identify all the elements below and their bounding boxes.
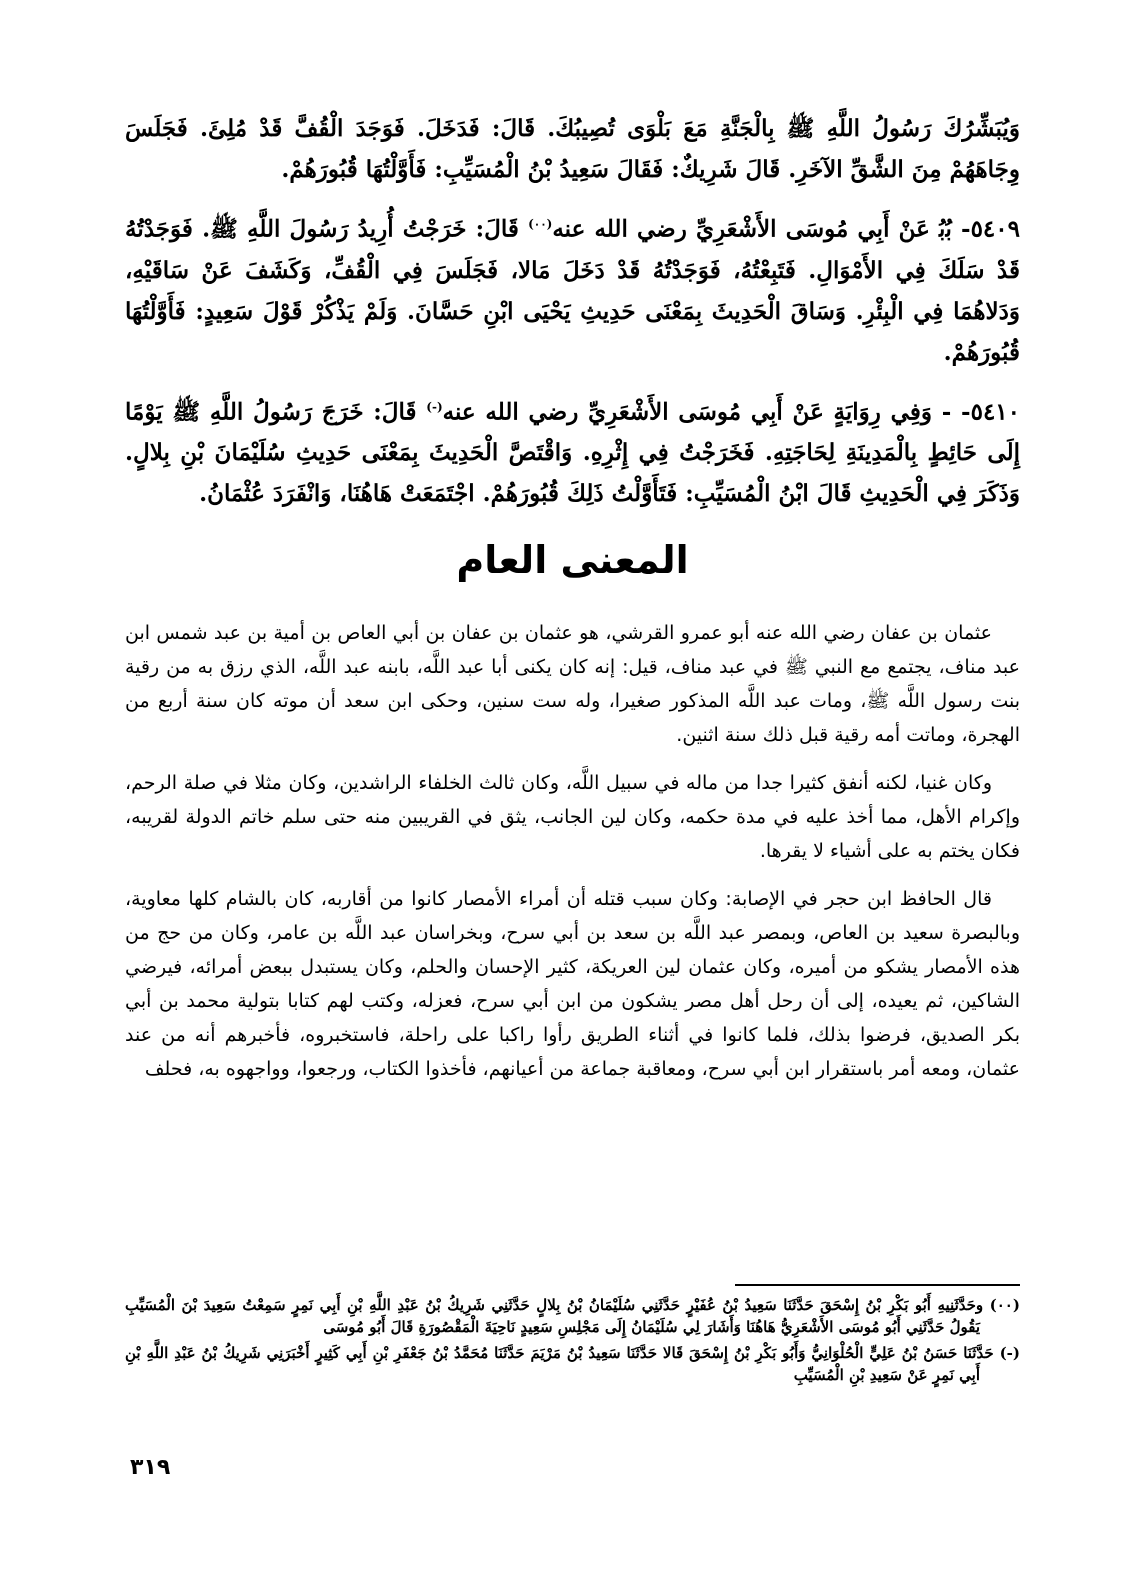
footnote-text: وحَدَّثَنِيهِ أَبُو بَكْرِ بْنُ إِسْحَقَ حَدَّثَنَا سَعِيدُ بْنُ عُفَيْرٍ حَدَّثَنِي سُلَيْمَانُ بْنُ بِلالٍ حَدَّثَنِي شَرِيكُ بْنُ عَبْدِ اللَّهِ بْنِ أَبِي نَمِرٍ سَمِعْتُ سَعِيدَ بْنَ الْمُسَيِّبِ يَقُولُ حَدَّثَنِي أَبُو مُوسَى الأَشْعَرِيُّ هَاهُنَا وَأَشَارَ لِي سُلَيْمَانُ إِلَى مَجْلِسِ سَعِيدٍ نَاحِيَةَ الْمَقْصُورَةِ قَالَ أَبُو مُوسَى <box>125 1296 984 1336</box>
hadith-5410 <box>125 387 1020 515</box>
hadith-number: ٥٤١٠- <box>961 398 1021 426</box>
hadith-continuation <box>125 108 1020 190</box>
footnote-ref[interactable]: (٠٠) <box>528 217 553 231</box>
paragraph: وكان غنيا، لكنه أنفق كثيرا جدا من ماله في سبيل اللَّه، وكان ثالث الخلفاء الراشدين، وكان مثلا في صلة الرحم، وإكرام الأهل، مما أخذ عليه في مدة حكمه، وكان لين الجانب، يثق في القريبين منه حتى سلم خاتم الدولة لقريبه، فكان يختم به على أشياء لا يقرها. <box>125 772 1020 863</box>
footnote <box>125 1342 1020 1386</box>
footnote-ref[interactable]: (-) <box>426 399 443 414</box>
hadith-text-after: قَالَ: خَرَجَ رَسُولُ اللَّهِ ﷺ يَوْمًا إِلَى حَائِطٍ بِالْمَدِينَةِ لِحَاجَتِهِ. فَخَرَجْتُ فِي إِثْرِهِ. وَاقْتَصَّ الْحَدِيثَ بِمَعْنَى حَدِيثِ سُلَيْمَانَ بْنِ بِلالٍ. وَذَكَرَ فِي الْحَدِيثِ قَالَ ابْنُ الْمُسَيِّبِ: فَتَأَوَّلْتُ ذَلِكَ قُبُورَهُمْ. اجْتَمَعَتْ هَاهُنَا، وَانْفَرَدَ عُثْمَانُ. <box>125 398 1020 508</box>
footnote-separator <box>735 1284 1020 1286</box>
hadith-text: وَيُبَشِّرُكَ رَسُولُ اللَّهِ ﷺ بِالْجَنَّةِ مَعَ بَلْوَى تُصِيبُكَ. قَالَ: فَدَخَلَ. فَوَجَدَ الْقُفَّ قَدْ مُلِئَ. فَجَلَسَ وِجَاهَهُمْ مِنَ الشَّقِّ الآخَرِ. قَالَ شَرِيكٌ: فَقَالَ سَعِيدُ بْنُ الْمُسَيِّبِ: فَأَوَّلْتُهَا قُبُورَهُمْ. <box>125 115 1020 183</box>
paragraph: عثمان بن عفان رضي الله عنه أبو عمرو القرشي، هو عثمان بن عفان بن أبي العاص بن أمية بن عبد شمس ابن عبد مناف، يجتمع مع النبي ﷺ في عبد مناف، قيل: إنه كان يكنى أبا عبد اللَّه، بابنه عبد اللَّه، الذي رزق به من رقية بنت رسول اللَّه ﷺ، ومات عبد اللَّه المذكور صغيرا، وله ست سنين، وحكى ابن سعد أن موته كان سنة أربع من الهجرة، وماتت أمه رقية قبل ذلك سنة اثنين. <box>125 622 1020 747</box>
footnote-marker: (-) <box>999 1344 1020 1362</box>
footnotes <box>125 1294 1020 1390</box>
section-title: المعنى العام <box>456 538 689 583</box>
hadith-5409 <box>125 204 1020 373</box>
hadith-text-after: قَالَ: خَرَجْتُ أُرِيدُ رَسُولَ اللَّهِ ﷺ. فَوَجَدْتُهُ قَدْ سَلَكَ فِي الأَمْوَالِ. فَتَبِعْتُهُ، فَوَجَدْتُهُ قَدْ دَخَلَ مَالا، فَجَلَسَ فِي الْقُفِّ، وَكَشَفَ عَنْ سَاقَيْهِ، وَدَلاهُمَا فِي الْبِئْرِ. وَسَاقَ الْحَدِيثَ بِمَعْنَى حَدِيثِ يَحْيَى ابْنِ حَسَّانَ. وَلَمْ يَذْكُرْ قَوْلَ سَعِيدٍ: فَأَوَّلْتُهَا قُبُورَهُمْ. <box>125 215 1020 366</box>
hadith-text: وَفِي رِوَايَةٍ عَنْ أَبِي مُوسَى الأَشْعَرِيِّ رضي الله عنه <box>442 398 932 426</box>
hadith-marker: ﺑُﺑُ <box>939 215 952 243</box>
footnote-marker: (٠٠) <box>989 1296 1020 1314</box>
hadith-text: عَنْ أَبِي مُوسَى الأَشْعَرِيِّ رضي الله عنه <box>552 215 930 243</box>
hadith-marker: - <box>941 398 952 426</box>
paragraph: قال الحافظ ابن حجر في الإصابة: وكان سبب قتله أن أمراء الأمصار كانوا من أقاربه، كان بالشام كلها معاوية، وبالبصرة سعيد بن العاص، وبمصر عبد اللَّه بن سعد بن أبي سرح، وبخراسان عبد اللَّه بن عامر، وكان من حج من هذه الأمصار يشكو من أميره، وكان عثمان لين العريكة، كثير الإحسان والحلم، وكان يستبدل ببعض أمرائه، فيرضي الشاكين، ثم يعيده، إلى أن رحل أهل مصر يشكون من ابن أبي سرح، فعزله، وكتب لهم كتابا بتولية محمد بن أبي بكر الصديق، فرضوا بذلك، فلما كانوا في أثناء الطريق رأوا راكبا على راحلة، فاستخبروه، فأخبرهم أنه من عند عثمان، ومعه أمر باستقرار ابن أبي سرح، ومعاقبة جماعة من أعيانهم، فأخذوا الكتاب، ورجعوا، وواجهوه به، فحلف <box>125 888 1020 1081</box>
page-number: ٣١٩ <box>130 1455 171 1480</box>
footnote-text: حَدَّثَنَا حَسَنُ بْنُ عَلِيٍّ الْحُلْوَانِيُّ وَأَبُو بَكْرِ بْنُ إِسْحَقَ قَالا حَدَّثَنَا سَعِيدُ بْنُ مَرْيَمَ حَدَّثَنَا مُحَمَّدُ بْنُ جَعْفَرِ بْنِ أَبِي كَثِيرٍ أَخْبَرَنِي شَرِيكُ بْنُ عَبْدِ اللَّهِ بْنِ أَبِي نَمِرٍ عَنْ سَعِيدِ بْنِ الْمُسَيِّبِ <box>125 1344 994 1384</box>
hadith-number: ٥٤٠٩- <box>961 215 1020 243</box>
page-body <box>125 108 1020 1100</box>
footnote <box>125 1294 1020 1338</box>
